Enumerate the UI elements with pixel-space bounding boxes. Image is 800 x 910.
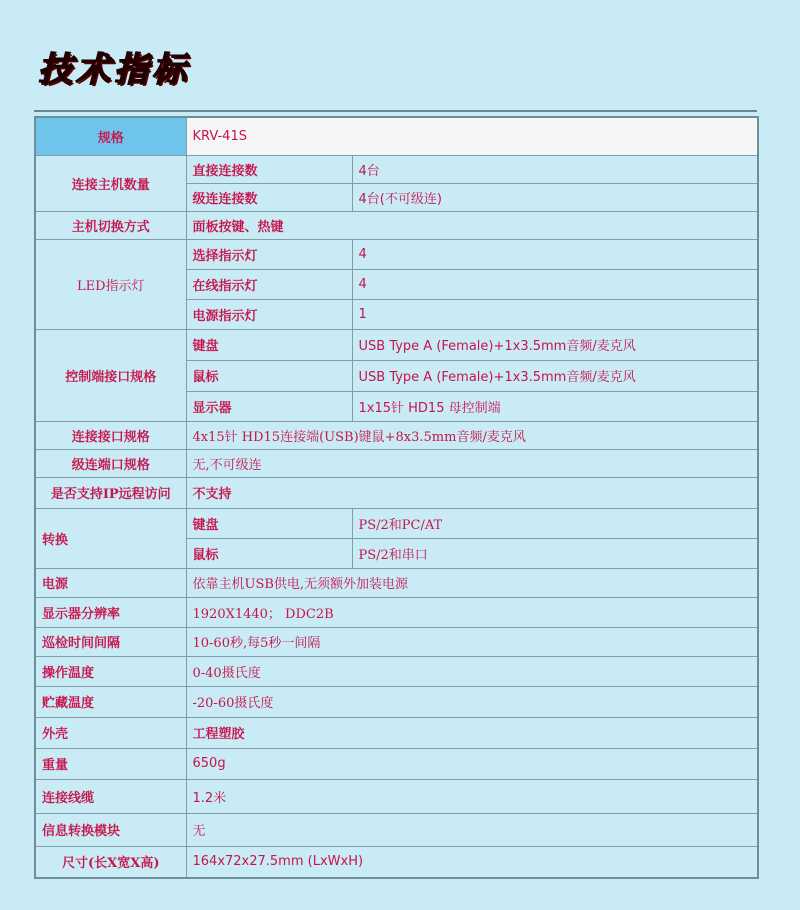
spec-header-label: 规格 (35, 117, 186, 155)
row-label-op-temp: 操作温度 (35, 656, 186, 686)
row-label-scan-interval: 巡检时间间隔 (35, 627, 186, 656)
row-label-info-module: 信息转换模块 (35, 813, 186, 846)
row-label-cascade-port: 级连端口规格 (35, 449, 186, 477)
row-label-dimensions: 尺寸(长X宽X高) (35, 846, 186, 878)
value-info-module: 无 (186, 813, 758, 846)
value-weight: 650g (186, 748, 758, 779)
row-label-weight: 重量 (35, 748, 186, 779)
sub-label-direct: 直接连接数 (186, 155, 352, 183)
table-header-row (35, 117, 758, 155)
sub-label-conv-mouse: 鼠标 (186, 538, 352, 568)
table-row (35, 449, 758, 477)
row-label-conversion: 转换 (35, 508, 186, 568)
sub-label-conv-keyboard: 键盘 (186, 508, 352, 538)
value-direct: 4台 (352, 155, 758, 183)
table-row (35, 748, 758, 779)
value-power: 依靠主机USB供电,无须额外加装电源 (186, 568, 758, 597)
value-cascade-port: 无,不可级连 (186, 449, 758, 477)
sub-label-console-display: 显示器 (186, 391, 352, 421)
value-conv-keyboard: PS/2和PC/AT (352, 508, 758, 538)
value-storage-temp: -20-60摄氏度 (186, 686, 758, 717)
sub-label-select-led: 选择指示灯 (186, 239, 352, 269)
row-label-power: 电源 (35, 568, 186, 597)
spec-table (34, 116, 759, 879)
row-label-ip-access: 是否支持IP远程访问 (35, 477, 186, 508)
value-power-led: 1 (352, 299, 758, 329)
table-row (35, 568, 758, 597)
table-row (35, 421, 758, 449)
table-row (35, 477, 758, 508)
sub-label-power-led: 电源指示灯 (186, 299, 352, 329)
table-row (35, 508, 758, 538)
row-label-storage-temp: 贮藏温度 (35, 686, 186, 717)
value-housing: 工程塑胶 (186, 717, 758, 748)
value-dimensions: 164x72x27.5mm (LxWxH) (186, 846, 758, 878)
table-row (35, 779, 758, 813)
value-ip-access: 不支持 (186, 477, 758, 508)
row-label-conn-port: 连接接口规格 (35, 421, 186, 449)
table-row (35, 846, 758, 878)
title-divider (34, 110, 757, 112)
sub-label-console-mouse: 鼠标 (186, 360, 352, 391)
value-console-mouse: USB Type A (Female)+1x3.5mm音频/麦克风 (352, 360, 758, 391)
value-conn-port: 4x15针 HD15连接端(USB)键鼠+8x3.5mm音频/麦克风 (186, 421, 758, 449)
table-row (35, 239, 758, 269)
value-console-display: 1x15针 HD15 母控制端 (352, 391, 758, 421)
table-row (35, 717, 758, 748)
value-op-temp: 0-40摄氏度 (186, 656, 758, 686)
row-label-led: LED指示灯 (35, 239, 186, 329)
value-online-led: 4 (352, 269, 758, 299)
sub-label-console-keyboard: 键盘 (186, 329, 352, 360)
row-label-connect-hosts: 连接主机数量 (35, 155, 186, 211)
row-label-resolution: 显示器分辨率 (35, 597, 186, 627)
value-console-keyboard: USB Type A (Female)+1x3.5mm音频/麦克风 (352, 329, 758, 360)
table-row (35, 627, 758, 656)
sub-label-cascade: 级连连接数 (186, 183, 352, 211)
value-conv-mouse: PS/2和串口 (352, 538, 758, 568)
page-title: 技术指标 (38, 50, 190, 90)
table-row (35, 329, 758, 360)
value-scan-interval: 10-60秒,每5秒一间隔 (186, 627, 758, 656)
row-label-console: 控制端接口规格 (35, 329, 186, 421)
row-label-housing: 外壳 (35, 717, 186, 748)
value-cascade: 4台(不可级连) (352, 183, 758, 211)
table-row (35, 211, 758, 239)
table-row (35, 597, 758, 627)
table-row (35, 686, 758, 717)
row-label-switch-mode: 主机切换方式 (35, 211, 186, 239)
table-row (35, 155, 758, 183)
sub-label-online-led: 在线指示灯 (186, 269, 352, 299)
value-resolution: 1920X1440； DDC2B (186, 597, 758, 627)
value-switch-mode: 面板按键、热键 (186, 211, 758, 239)
table-row (35, 656, 758, 686)
value-cable: 1.2米 (186, 779, 758, 813)
table-row (35, 813, 758, 846)
row-label-cable: 连接线缆 (35, 779, 186, 813)
model-name: KRV-41S (186, 117, 758, 155)
value-select-led: 4 (352, 239, 758, 269)
